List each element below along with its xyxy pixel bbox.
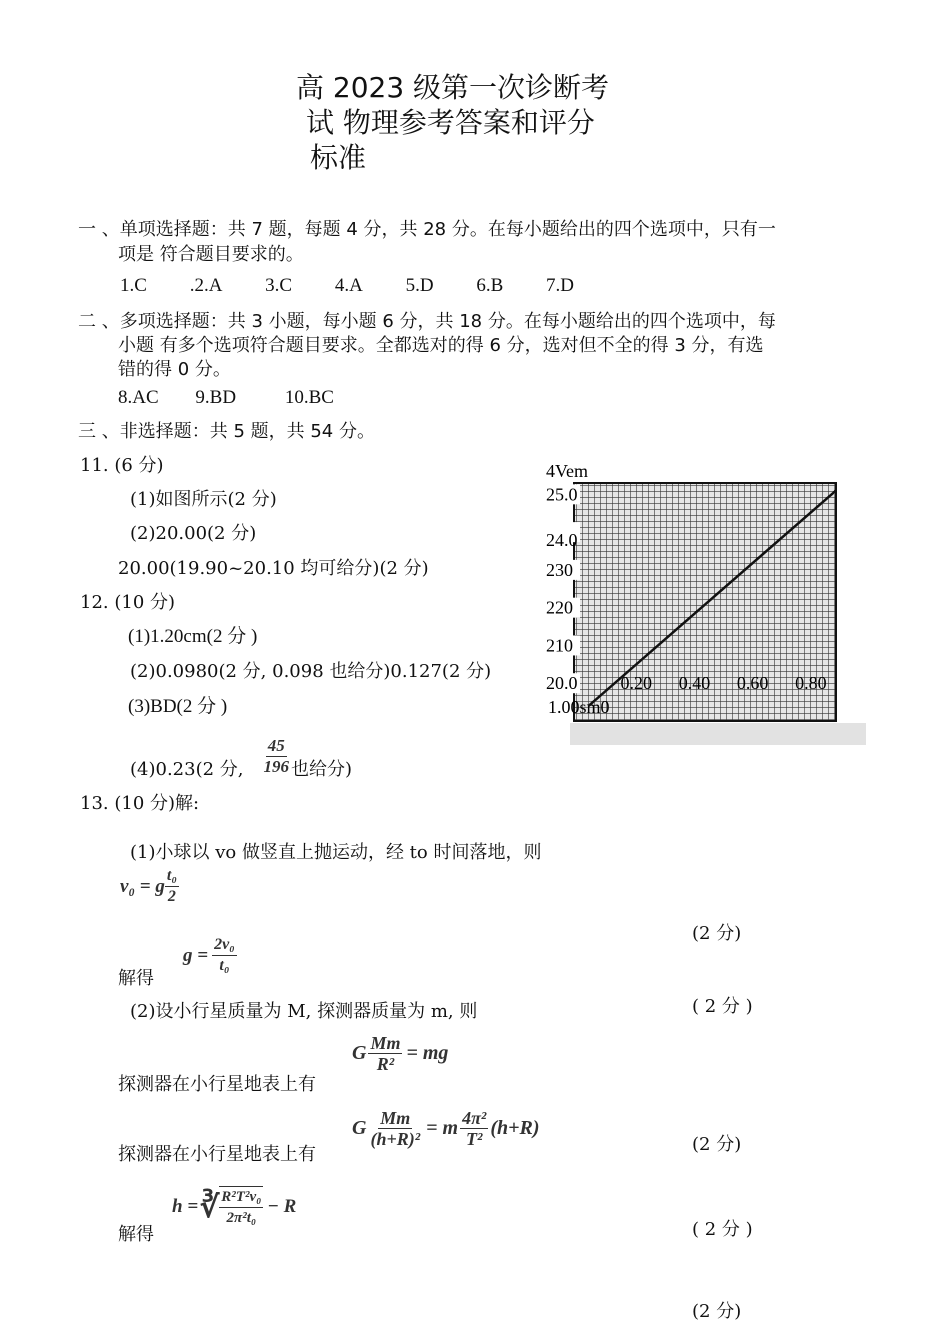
eq5-fraction: [219, 1186, 263, 1228]
eq4-fraction-2: [460, 1108, 488, 1149]
solve-label-5: 解得: [118, 1224, 154, 1245]
q12-part4-tail: 也给分): [291, 759, 353, 780]
answer-3: 3.C: [265, 275, 293, 296]
eq1-den: 2: [167, 888, 176, 905]
q12-fraction-num: 45: [267, 735, 285, 755]
y-tick-label: 25.0: [546, 484, 578, 505]
y-tick-label: 220: [546, 597, 573, 618]
score-6: (2 分): [692, 1301, 742, 1322]
score-4: (2 分): [692, 1134, 742, 1155]
graph-chart: [540, 455, 870, 750]
q12-part2: (2)0.0980(2 分, 0.098 也给分)0.127(2 分): [130, 661, 492, 682]
equation-5: [172, 1186, 296, 1228]
q11-part2: (2)20.00(2 分): [130, 523, 257, 544]
q12-part3: (3)BD(2 分 ): [128, 696, 228, 717]
page-title-line3: 标准: [310, 141, 367, 174]
section2-header-cont2: 错的得 0 分。: [118, 359, 231, 380]
q13-label-4: 探测器在小行星地表上有: [118, 1144, 316, 1165]
q12-part4: [130, 730, 352, 782]
x-tick-label: 0.60: [736, 673, 769, 694]
q12-fraction: [262, 736, 292, 777]
x-axis-label: 1.00sm0: [548, 697, 610, 718]
eq3-num: Mm: [370, 1033, 401, 1053]
section2-answers: [118, 386, 372, 410]
answer-6: 6.B: [476, 275, 504, 296]
eq4-num2: 4π²: [462, 1108, 487, 1128]
y-tick-label: 24.0: [546, 530, 578, 551]
page-title-line2: 试 物理参考答案和评分: [306, 106, 595, 139]
eq4-mid: = m: [426, 1117, 459, 1139]
x-tick-label: 0.80: [795, 673, 827, 694]
eq3-rhs: = mg: [406, 1042, 449, 1064]
eq5-root-sign: ∛: [200, 1190, 220, 1224]
section1-answers: [120, 274, 612, 298]
q11-title: 11. (6 分): [80, 455, 164, 476]
answer-5: 5.D: [405, 275, 434, 296]
equation-3: [352, 1033, 448, 1074]
answer-7: 7.D: [546, 275, 574, 296]
y-axis-label: 4Vem: [546, 461, 588, 481]
q13-label-3: 探测器在小行星地表上有: [118, 1074, 316, 1095]
page-title-line1: 高 2023 级第一次诊断考: [296, 71, 610, 104]
eq4-fraction-1: [368, 1108, 422, 1149]
eq2-lhs: g =: [183, 944, 209, 966]
section3-header: 三 、非选择题：共 5 题，共 54 分。: [78, 421, 375, 442]
eq4-num: Mm: [380, 1108, 411, 1128]
q13-part1: (1)小球以 vo 做竖直上抛运动，经 to 时间落地，则: [130, 842, 542, 863]
eq1-fraction: [165, 866, 179, 907]
score-1: (2 分): [692, 923, 742, 944]
graph-bottom-strip: [570, 723, 866, 745]
q12-part4-text: (4)0.23(2 分,: [130, 759, 244, 780]
eq1-lhs: v₀ = g: [120, 875, 165, 897]
eq5-lhs: h =: [172, 1196, 199, 1217]
section1-header: 一 、单项选择题：共 7 题，每题 4 分，共 28 分。在每小题给出的四个选项中，只有一: [78, 219, 776, 240]
eq1-num: t₀: [165, 866, 179, 887]
eq4-den2: T²: [465, 1129, 483, 1149]
y-tick-label: 210: [546, 635, 573, 656]
q11-part1: (1)如图所示(2 分): [130, 489, 277, 510]
eq5-rhs: − R: [267, 1196, 297, 1217]
eq3-den: R²: [376, 1054, 395, 1074]
answer-1: 1.C: [120, 275, 147, 296]
eq4-den: (h+R)²: [370, 1129, 421, 1149]
x-tick-label: 0.40: [678, 673, 711, 694]
eq2-fraction: [212, 935, 237, 976]
eq2-num: 2v₀: [212, 935, 237, 956]
answer-4: 4.A: [334, 275, 363, 296]
answer-8: 8.AC: [118, 387, 159, 408]
eq4-g: G: [352, 1117, 367, 1139]
answer-10: 10.BC: [284, 387, 334, 408]
q13-part2: (2)设小行星质量为 M, 探测器质量为 m, 则: [130, 1001, 478, 1022]
section2-header: 二 、多项选择题：共 3 小题，每小题 6 分，共 18 分。在每小题给出的四个选项中，每: [78, 311, 776, 332]
eq3-fraction: [368, 1033, 402, 1074]
eq5-den: 2π²t₀: [226, 1210, 257, 1226]
equation-2: [183, 935, 237, 976]
eq5-num: R²T²v₀: [219, 1187, 263, 1208]
q12-title: 12. (10 分): [80, 592, 176, 613]
eq2-den: t₀: [219, 957, 230, 974]
equation-1: [120, 866, 179, 907]
equation-4: [352, 1108, 540, 1149]
q12-fraction-den: 196: [263, 756, 289, 776]
section1-header-cont: 项是 符合题目要求的。: [118, 244, 304, 265]
q13-title: 13. (10 分)解:: [80, 793, 200, 814]
q11-part3: 20.00(19.90~20.10 均可给分)(2 分): [118, 558, 429, 579]
section2-header-cont: 小题 有多个选项符合题目要求。全都选对的得 6 分，选对但不全的得 3 分，有选: [118, 335, 764, 356]
solve-label-1: 解得: [118, 968, 154, 989]
answer-2: .2.A: [189, 275, 223, 296]
score-2: ( 2 分 ): [692, 996, 753, 1017]
y-tick-label: 230: [546, 559, 573, 580]
answer-9: 9.BD: [195, 387, 237, 408]
q12-part1: (1)1.20cm(2 分 ): [128, 626, 258, 647]
x-tick-label: 0.20: [620, 673, 652, 694]
eq3-g: G: [352, 1042, 367, 1064]
eq4-rhs: (h+R): [490, 1117, 540, 1139]
y-tick-label: 20.0: [546, 673, 578, 694]
score-5: ( 2 分 ): [692, 1219, 753, 1240]
